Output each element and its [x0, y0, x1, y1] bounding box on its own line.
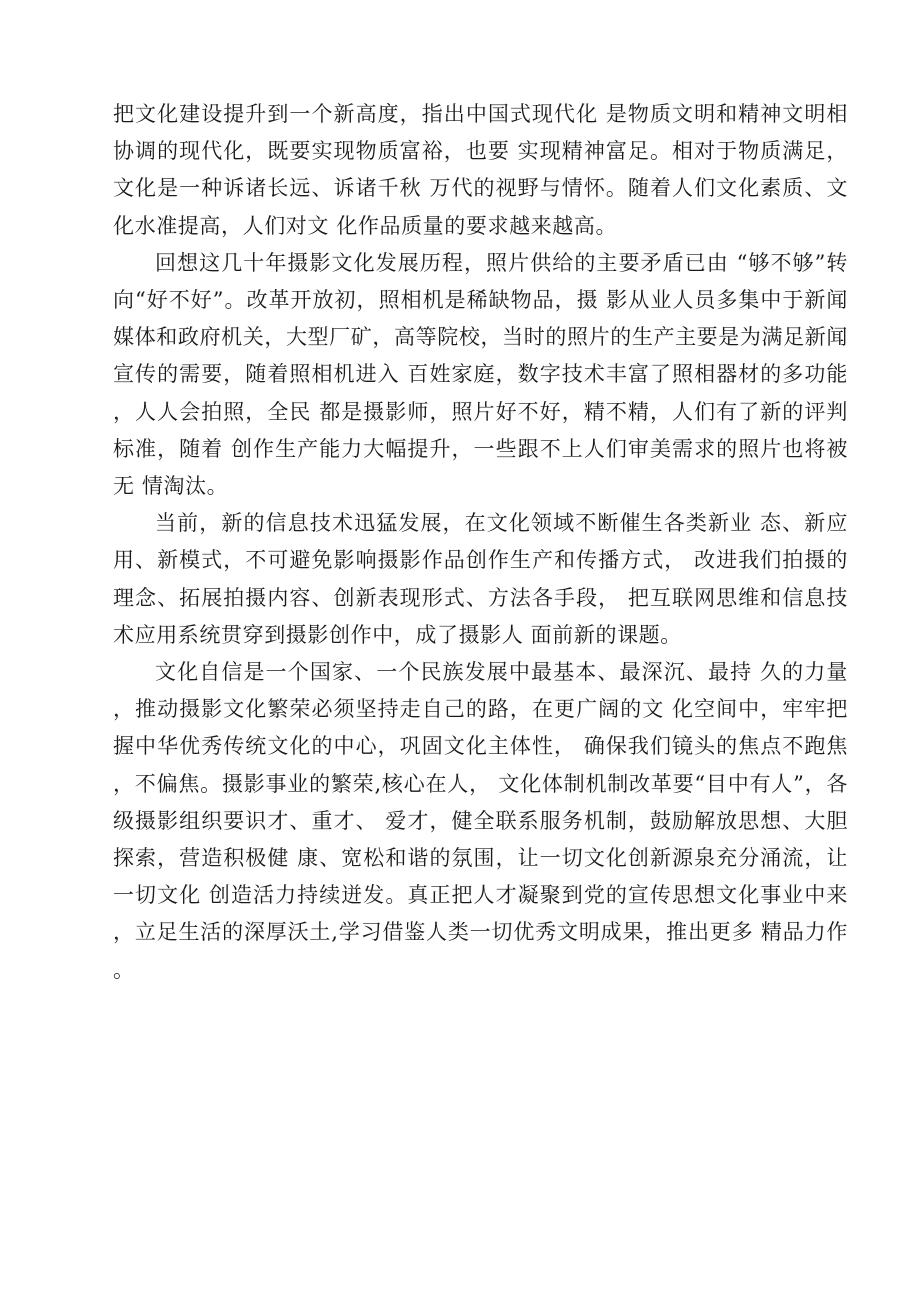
- document-page: [113, 96, 848, 989]
- paragraph-cultural-confidence: 文化自信是一个国家、一个民族发展中最基本、最深沉、最持 久的力量，推动摄影文化繁荣必须坚持走自己的路，在更广阔的文 化空间中，牢牢把握中华优秀传统文化的中心，巩固文化主体性， 确保我们镜头的焦点不跑焦，不偏焦。摄影事业的繁荣,核心在人， 文化体制机制改革要“目中有人”，各级摄影组织要识才、重才、 爱才，健全联系服务机制，鼓励解放思想、大胆探索，营造积极健 康、宽松和谐的氛围，让一切文化创新源泉充分涌流，让一切文化 创造活力持续迸发。真正把人才凝聚到党的宣传思想文化事业中来，立足生活的深厚沃土,学习借鉴人类一切优秀文明成果，推出更多 精品力作。: [113, 660, 848, 982]
- paragraph-information-technology: 当前，新的信息技术迅猛发展，在文化领域不断催生各类新业 态、新应用、新模式，不可避免影响摄影作品创作生产和传播方式， 改进我们拍摄的理念、拓展拍摄内容、创新表现形式、方法各手段， 把互联网思维和信息技术应用系统贯穿到摄影创作中，成了摄影人 面前新的课题。: [113, 511, 848, 647]
- paragraph-photography-history: 回想这几十年摄影文化发展历程，照片供给的主要矛盾已由 “够不够”转向“好不好”。改革开放初，照相机是稀缺物品，摄 影从业人员多集中于新闻媒体和政府机关，大型厂矿，高等院校，当时的照片的生产主要是为满足新闻宣传的需要，随着照相机进入 百姓家庭，数字技术丰富了照相器材的多功能，人人会拍照，全民 都是摄影师，照片好不好，精不精，人们有了新的评判标准，随着 创作生产能力大幅提升，一些跟不上人们审美需求的照片也将被无 情淘汰。: [113, 250, 848, 499]
- paragraph-continuation: 把文化建设提升到一个新高度，指出中国式现代化 是物质文明和精神文明相协调的现代化，既要实现物质富裕，也要 实现精神富足。相对于物质满足，文化是一种诉诸长远、诉诸千秋 万代的视野与情怀。随着人们文化素质、文化水准提高，人们对文 化作品质量的要求越来越高。: [113, 102, 848, 238]
